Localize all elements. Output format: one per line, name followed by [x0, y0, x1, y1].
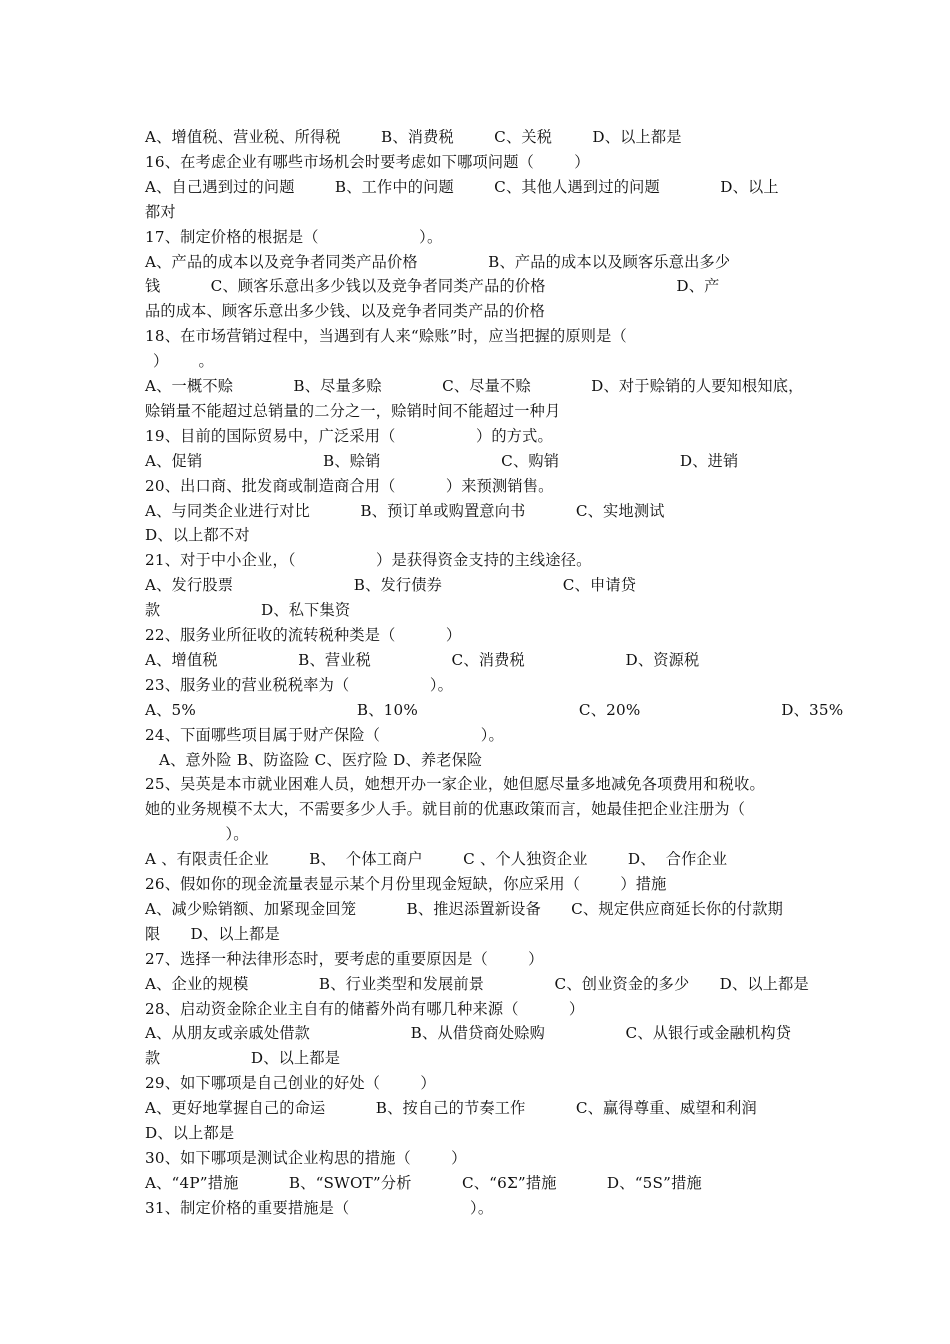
text-line: 18、在市场营销过程中，当遇到有人来“赊账”时，应当把握的原则是（ [145, 327, 627, 346]
text-line: 品的成本、顾客乐意出多少钱、以及竞争者同类产品的价格 [145, 302, 546, 321]
text-line: 20、出口商、批发商或制造商合用（ ）来预测销售。 [145, 476, 554, 495]
text-line: D、以上都不对 [145, 526, 250, 545]
text-line: 30、如下哪项是测试企业构思的措施（ ） [145, 1148, 467, 1167]
text-line: ） 。 [153, 352, 214, 371]
text-line: 22、服务业所征收的流转税种类是（ ） [145, 626, 462, 644]
text-line: 24、下面哪些项目属于财产保险（ ）。 [145, 725, 504, 744]
text-line: 都对 [145, 202, 176, 221]
text-line: A、更好地掌握自己的命运 B、按自己的节奏工作 C、赢得尊重、威望和利润 [145, 1099, 757, 1118]
text-line: 27、选择一种法律形态时，要考虑的重要原因是（ ） [145, 949, 544, 968]
text-line: 26、假如你的现金流量表显示某个月份里现金短缺，你应采用（ ）措施 [145, 875, 667, 893]
text-line: A、从朋友或亲戚处借款 B、从借贷商处赊购 C、从银行或金融机构贷 [145, 1024, 792, 1043]
text-line: 23、服务业的营业税税率为（ ）。 [145, 675, 453, 694]
text-line: 28、启动资金除企业主自有的储蓄外尚有哪几种来源（ ） [145, 999, 585, 1018]
text-line: 限 D、以上都是 [145, 924, 280, 943]
text-line: A、发行股票 B、发行债券 C、申请贷 [145, 576, 637, 595]
text-line: A、增值税 B、营业税 C、消费税 D、资源税 [145, 650, 700, 669]
text-line: A、产品的成本以及竞争者同类产品价格 B、产品的成本以及顾客乐意出多少 [145, 252, 731, 271]
text-line: A、与同类企业进行对比 B、预订单或购置意向书 C、实地测试 [145, 501, 665, 520]
text-line: 款 D、私下集资 [145, 601, 351, 620]
text-line: 赊销量不能超过总销量的二分之一，赊销时间不能超过一种月 [145, 401, 561, 420]
text-line: D、以上都是 [145, 1124, 235, 1142]
text-line: 19、目前的国际贸易中，广泛采用（ ）的方式。 [145, 426, 553, 445]
text-line: A 、有限责任企业 B、 个体工商户 C 、个人独资企业 D、 合作企业 [145, 850, 728, 869]
text-line: 16、在考虑企业有哪些市场机会时要考虑如下哪项问题（ ） [145, 152, 590, 171]
text-line: 钱 C、顾客乐意出多少钱以及竞争者同类产品的价格 D、产 [145, 277, 720, 296]
text-line: 款 D、以上都是 [145, 1049, 341, 1068]
text-line: A、意外险 B、防盗险 C、医疗险 D、养老保险 [159, 750, 483, 769]
text-line: ）。 [145, 825, 249, 844]
text-line: 31、制定价格的重要措施是（ ）。 [145, 1198, 494, 1217]
text-line: 17、制定价格的根据是（ ）。 [145, 227, 443, 246]
text-line: 25、吴英是本市就业困难人员，她想开办一家企业，她但愿尽量多地减免各项费用和税收。 [145, 775, 765, 794]
text-line: A、企业的规模 B、行业类型和发展前景 C、创业资金的多少 D、以上都是 [145, 974, 809, 993]
text-line: A、一概不赊 B、尽量多赊 C、尽量不赊 D、对于赊销的人要知根知底， [145, 377, 804, 395]
text-line: 21、对于中小企业，（ ）是获得资金支持的主线途径。 [145, 551, 592, 570]
text-line: A、减少赊销额、加紧现金回笼 B、推迟添置新设备 C、规定供应商延长你的付款期 [145, 899, 783, 918]
text-line: A、5% B、10% C、20% D、35% [145, 700, 844, 719]
text-line: A、“4P”措施 B、“SWOT”分析 C、“6Σ”措施 D、“5S”措施 [145, 1173, 702, 1192]
text-line: 29、如下哪项是自己创业的好处（ ） [145, 1074, 436, 1093]
text-line: A、促销 B、赊销 C、购销 D、进销 [145, 451, 739, 470]
text-line: 她的业务规模不太大，不需要多少人手。就目前的优惠政策而言，她最佳把企业注册为（ [145, 800, 746, 819]
text-line: A、自己遇到过的问题 B、工作中的问题 C、其他人遇到过的问题 D、以上 [145, 177, 779, 196]
text-line: A、增值税、营业税、所得税 B、消费税 C、关税 D、以上都是 [145, 128, 682, 146]
